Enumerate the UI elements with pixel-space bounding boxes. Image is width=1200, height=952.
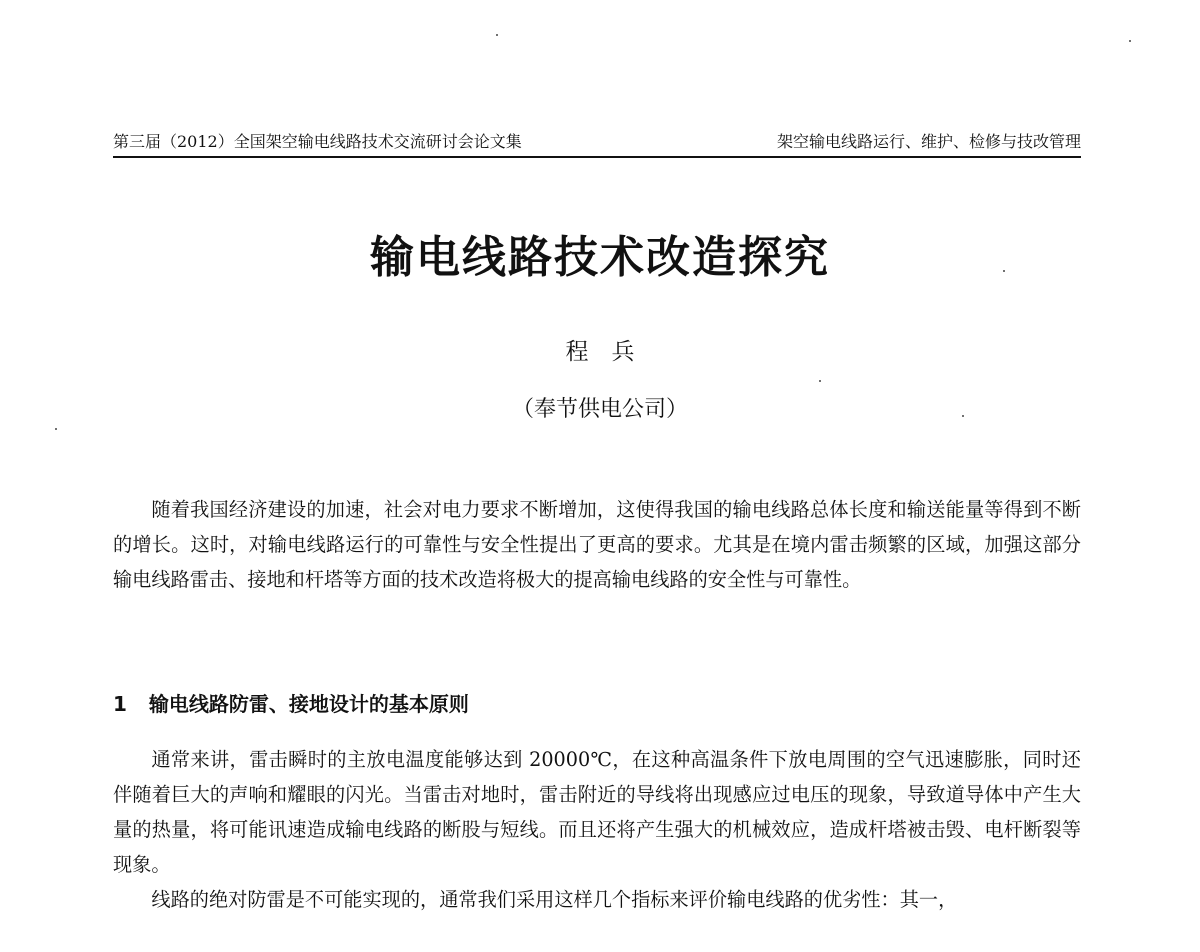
intro-section	[113, 492, 1081, 597]
scan-speck	[1003, 270, 1005, 272]
section-title: 输电线路防雷、接地设计的基本原则	[148, 692, 469, 716]
scan-speck	[819, 380, 821, 382]
scan-speck	[55, 428, 57, 430]
paper-author: 程 兵	[565, 339, 635, 365]
header-proceedings-title: 第三届（2012）全国架空输电线路技术交流研讨会论文集	[113, 132, 522, 151]
scan-speck	[496, 34, 498, 36]
scan-speck	[1129, 40, 1131, 42]
paper-title: 输电线路技术改造探究	[370, 232, 830, 283]
section-body	[113, 742, 1081, 917]
running-header	[113, 126, 1081, 158]
section-heading	[113, 688, 469, 720]
intro-paragraph: 随着我国经济建设的加速，社会对电力要求不断增加，这使得我国的输电线路总体长度和输送能量等得到不断的增长。这时，对输电线路运行的可靠性与安全性提出了更高的要求。尤其是在境内雷击频繁的区域，加强这部分输电线路雷击、接地和杆塔等方面的技术改造将极大的提高输电线路的安全性与可靠性。	[113, 498, 1081, 591]
scan-speck	[962, 415, 964, 417]
paper-affiliation: （奉节供电公司）	[511, 397, 688, 422]
header-section-title: 架空输电线路运行、维护、检修与技改管理	[776, 132, 1081, 151]
section-number: 1	[113, 692, 127, 716]
body-paragraph: 通常来讲，雷击瞬时的主放电温度能够达到 20000℃，在这种高温条件下放电周围的空气迅速膨胀，同时还伴随着巨大的声响和耀眼的闪光。当雷击对地时，雷击附近的导线将出现感应过电压的现象，导致道导体中产生大量的热量，将可能讯速造成输电线路的断股与短线。而且还将产生强大的机械效应，造成杆塔被击毁、电杆断裂等现象。	[113, 748, 1081, 876]
body-paragraph: 线路的绝对防雷是不可能实现的，通常我们采用这样几个指标来评价输电线路的优劣性：其一，	[151, 888, 958, 911]
